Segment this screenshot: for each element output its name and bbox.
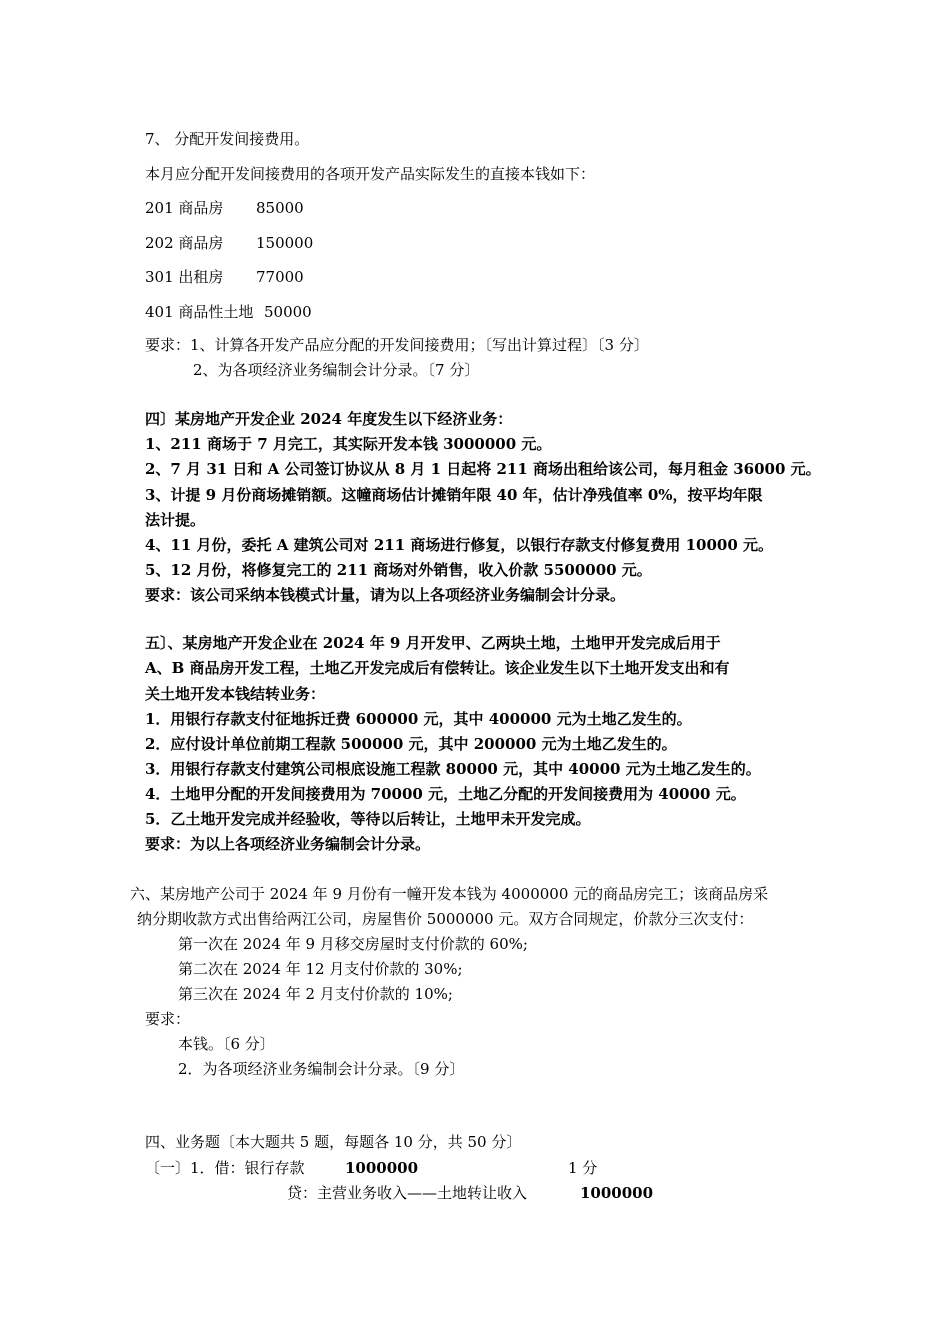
entry-credit-label: 贷：主营业务收入——土地转让收入 <box>287 1184 528 1202</box>
section5-item-3: 3．用银行存款支付建筑公司根底设施工程款 80000 元，其中 40000 元为土地乙发生的。 <box>145 760 761 778</box>
cost-item-value: 150000 <box>256 234 314 252</box>
cost-item-label: 202 商品房 <box>145 234 224 252</box>
section4-item-3-cont: 法计提。 <box>145 511 206 529</box>
section6-payment-2: 第二次在 2024 年 12 月支付价款的 30%; <box>178 960 463 978</box>
cost-item-value: 85000 <box>256 199 304 217</box>
section5-heading-cont: A、B 商品房开发工程，土地乙开发完成后有偿转让。该企业发生以下土地开发支出和有 <box>145 659 730 677</box>
entry-debit-amount: 1000000 <box>345 1159 419 1177</box>
section5-heading-cont: 关土地开发本钱结转业务： <box>145 685 326 703</box>
section7-intro: 本月应分配开发间接费用的各项开发产品实际发生的直接本钱如下： <box>145 165 596 183</box>
section6-requirement: 要求： <box>145 1010 191 1028</box>
section7-requirement-1: 要求：1、计算各开发产品应分配的开发间接费用；〔写出计算过程〕〔3 分〕 <box>145 336 649 354</box>
cost-item-value: 77000 <box>256 268 304 286</box>
section6-heading: 六、某房地产公司于 2024 年 9 月份有一幢开发本钱为 4000000 元的商品房完工；该商品房采 <box>130 885 769 903</box>
section6-heading-cont: 纳分期收款方式出售给两江公司，房屋售价 5000000 元。双方合同规定，价款分三次支付： <box>137 910 754 928</box>
section6-requirement-1: 本钱。〔6 分〕 <box>178 1035 275 1053</box>
section5-heading: 五〕、某房地产开发企业在 2024 年 9 月开发甲、乙两块土地，土地甲开发完成后用于 <box>145 634 721 652</box>
section4-item-4: 4、11 月份，委托 A 建筑公司对 211 商场进行修复，以银行存款支付修复费用 10000 元。 <box>145 536 774 554</box>
section7-requirement-2: 2、为各项经济业务编制会计分录。〔7 分〕 <box>193 361 480 379</box>
section6-payment-1: 第一次在 2024 年 9 月移交房屋时支付价款的 60%; <box>178 935 528 953</box>
section5-item-1: 1．用银行存款支付征地拆迁费 600000 元，其中 400000 元为土地乙发生的。 <box>145 710 692 728</box>
section4-item-2: 2、7 月 31 日和 A 公司签订协议从 8 月 1 日起将 211 商场出租给该公司，每月租金 36000 元。 <box>145 460 821 478</box>
section5-item-2: 2．应付设计单位前期工程款 500000 元，其中 200000 元为土地乙发生的。 <box>145 735 677 753</box>
cost-item-label: 401 商品性土地 <box>145 303 254 321</box>
entry-debit-label: 〔一〕1．借：银行存款 <box>145 1159 305 1177</box>
section5-item-4: 4．土地甲分配的开发间接费用为 70000 元，土地乙分配的开发间接费用为 40000 元。 <box>145 785 746 803</box>
answers-heading: 四、业务题〔本大题共 5 题，每题各 10 分，共 50 分〕 <box>145 1133 522 1151</box>
section5-requirement: 要求：为以上各项经济业务编制会计分录。 <box>145 835 431 853</box>
section4-item-3: 3、计提 9 月份商场摊销额。这幢商场估计摊销年限 40 年，估计净残值率 0%，按平均年限 <box>145 486 763 504</box>
section4-requirement: 要求：该公司采纳本钱模式计量，请为以上各项经济业务编制会计分录。 <box>145 586 626 604</box>
section6-payment-3: 第三次在 2024 年 2 月支付价款的 10%; <box>178 985 453 1003</box>
section7-heading: 7、 分配开发间接费用。 <box>145 130 310 148</box>
section4-heading: 四〕某房地产开发企业 2024 年度发生以下经济业务： <box>145 410 513 428</box>
cost-item-value: 50000 <box>264 303 312 321</box>
entry-credit-amount: 1000000 <box>580 1184 654 1202</box>
section6-requirement-2: 2．为各项经济业务编制会计分录。〔9 分〕 <box>178 1060 465 1078</box>
cost-item-label: 201 商品房 <box>145 199 224 217</box>
entry-score: 1 分 <box>568 1159 598 1177</box>
cost-item-label: 301 出租房 <box>145 268 224 286</box>
section4-item-5: 5、12 月份，将修复完工的 211 商场对外销售，收入价款 5500000 元。 <box>145 561 652 579</box>
section5-item-5: 5．乙土地开发完成并经验收，等待以后转让，土地甲未开发完成。 <box>145 810 591 828</box>
section4-item-1: 1、211 商场于 7 月完工，其实际开发本钱 3000000 元。 <box>145 435 552 453</box>
